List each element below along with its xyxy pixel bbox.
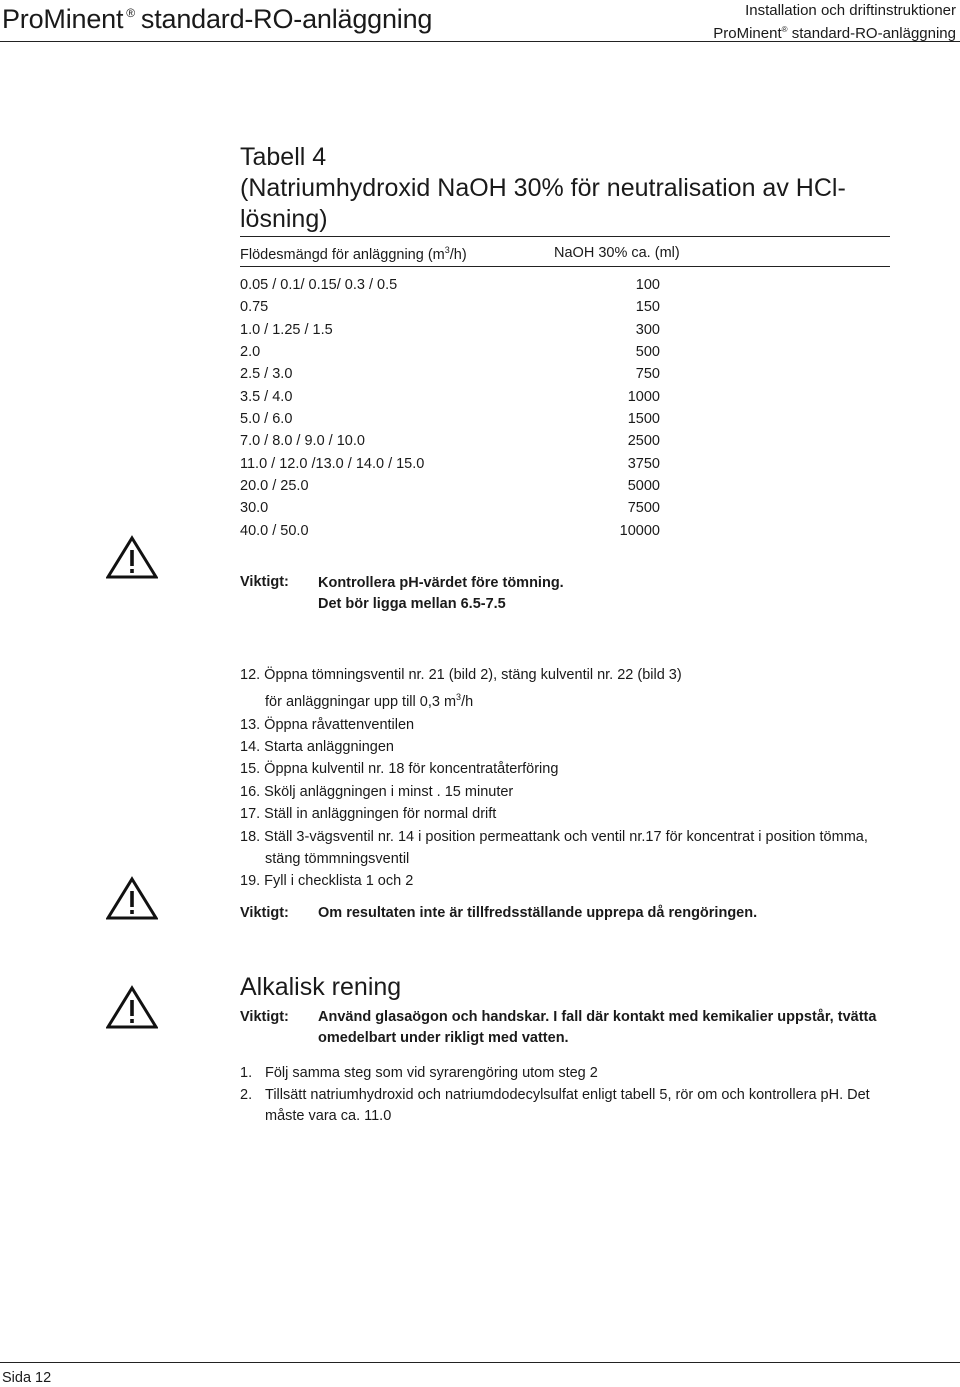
table-row — [240, 274, 660, 296]
header-divider — [0, 41, 960, 42]
important-text: Om resultaten inte är tillfredsställande upprepa då rengöringen. — [318, 905, 758, 921]
table-row — [240, 497, 660, 519]
step-list — [240, 664, 900, 893]
table-row — [240, 341, 660, 363]
warning-icon — [106, 985, 158, 1029]
column-header-flow: Flödesmängd för anläggning $(m^3/h)$ — [240, 245, 467, 263]
step-15: 15. Öppna kulventil nr. 18 för koncentratåterföring — [240, 761, 559, 778]
doc-type: Installation och driftinstruktioner — [745, 2, 956, 19]
naoh-cell: 7500 — [627, 500, 660, 517]
flow-cell: 5.0 / 6.0 — [240, 411, 293, 428]
table-row — [240, 296, 660, 318]
product-name: standard-RO-anläggning — [140, 4, 433, 34]
flow-cell: 1.0 / 1.25 / 1.5 — [240, 321, 333, 338]
section-title: Alkalisk rening — [240, 973, 402, 1001]
table-row — [240, 520, 660, 542]
naoh-cell: 1500 — [627, 411, 660, 428]
table-top-rule — [240, 236, 890, 237]
table-row — [240, 475, 660, 497]
step-18-continued: stäng tömmningsventil — [265, 851, 410, 868]
registered-mark: ® — [126, 6, 135, 20]
step-14: 14. Starta anläggningen — [240, 739, 394, 756]
brand-name: ProMinent — [2, 4, 124, 34]
table-row — [240, 430, 660, 452]
flow-cell: 30.0 — [240, 500, 269, 517]
flow-cell: 40.0 / 50.0 — [240, 522, 309, 539]
flow-cell: 0.05 / 0.1/ 0.15/ 0.3 / 0.5 — [240, 277, 398, 293]
naoh-cell: 1000 — [627, 388, 660, 405]
naoh-cell: 2500 — [627, 433, 660, 450]
column-header-naoh: NaOH 30% ca. (ml) — [554, 245, 680, 261]
table-row — [240, 363, 660, 385]
warning-icon — [106, 535, 158, 579]
warning-icon — [106, 876, 158, 920]
flow-cell: 20.0 / 25.0 — [240, 478, 309, 495]
step-12: 12. Öppna tömningsventil nr. 21 (bild 2), stäng kulventil nr. 22 (bild 3) — [240, 667, 682, 683]
table-row — [240, 386, 660, 408]
table-row — [240, 453, 660, 475]
naoh-cell: 300 — [635, 321, 660, 338]
important-label: Viktigt: — [240, 1009, 289, 1025]
important-label: Viktigt: — [240, 905, 289, 921]
step-19: 19. Fyll i checklista 1 och 2 — [240, 873, 414, 890]
list-item: 1. Följ samma steg som vid syrarengöring utom steg 2 — [240, 1065, 598, 1081]
alkali-step-list — [240, 1063, 900, 1128]
step-17: 17. Ställ in anläggningen för normal drift — [240, 806, 497, 823]
footer-divider — [0, 1362, 960, 1363]
naoh-cell: 10000 — [619, 522, 660, 539]
doc-product: ProMinent® standard-RO-anläggning — [713, 25, 956, 42]
flow-cell: 11.0 / 12.0 /13.0 / 14.0 / 15.0 — [240, 455, 425, 472]
flow-cell: 3.5 / 4.0 — [240, 388, 293, 405]
flow-cell: 2.5 / 3.0 — [240, 366, 293, 383]
page-number: Sida 12 — [2, 1370, 52, 1386]
table-title: Tabell 4 (Natriumhydroxid NaOH 30% för neutralisation av HCl- lösning) — [240, 143, 846, 233]
flow-cell: 7.0 / 8.0 / 9.0 / 10.0 — [240, 433, 365, 450]
list-item: 2. Tillsätt natriumhydroxid och natriumdodecylsulfat enligt tabell 5, rör om och kontrollera pH. Det måste vara ca. 11.0 — [240, 1086, 870, 1124]
flow-cell: 0.75 — [240, 299, 269, 316]
step-12-continued: för anläggningar upp till 0,3 $m^3/h$ — [265, 692, 474, 711]
naoh-cell: 500 — [635, 344, 660, 361]
naoh-cell: 3750 — [627, 455, 660, 472]
table-header-rule — [240, 266, 890, 267]
naoh-cell: 100 — [635, 277, 660, 293]
table-row — [240, 408, 660, 430]
flow-cell: 2.0 — [240, 344, 261, 361]
table-row — [240, 319, 660, 341]
table-body — [240, 274, 660, 542]
important-text: Använd glasaögon och handskar. I fall där kontakt med kemikalier uppstår, tvätta omedelbart under rikligt med vatten. — [318, 1009, 877, 1046]
step-16: 16. Skölj anläggningen i minst . 15 minuter — [240, 783, 514, 800]
header-title — [2, 4, 432, 35]
step-18: 18. Ställ 3-vägsventil nr. 14 i position permeattank och ventil nr.17 för koncentrat i position tömma, — [240, 828, 868, 845]
naoh-cell: 5000 — [627, 478, 660, 495]
naoh-cell: 150 — [635, 299, 660, 316]
naoh-cell: 750 — [635, 366, 660, 383]
important-label: Viktigt: — [240, 574, 289, 590]
important-text: Kontrollera pH-värdet före tömning. Det bör ligga mellan 6.5-7.5 — [318, 575, 564, 612]
header-right — [713, 1, 956, 43]
step-13: 13. Öppna råvattenventilen — [240, 716, 415, 733]
